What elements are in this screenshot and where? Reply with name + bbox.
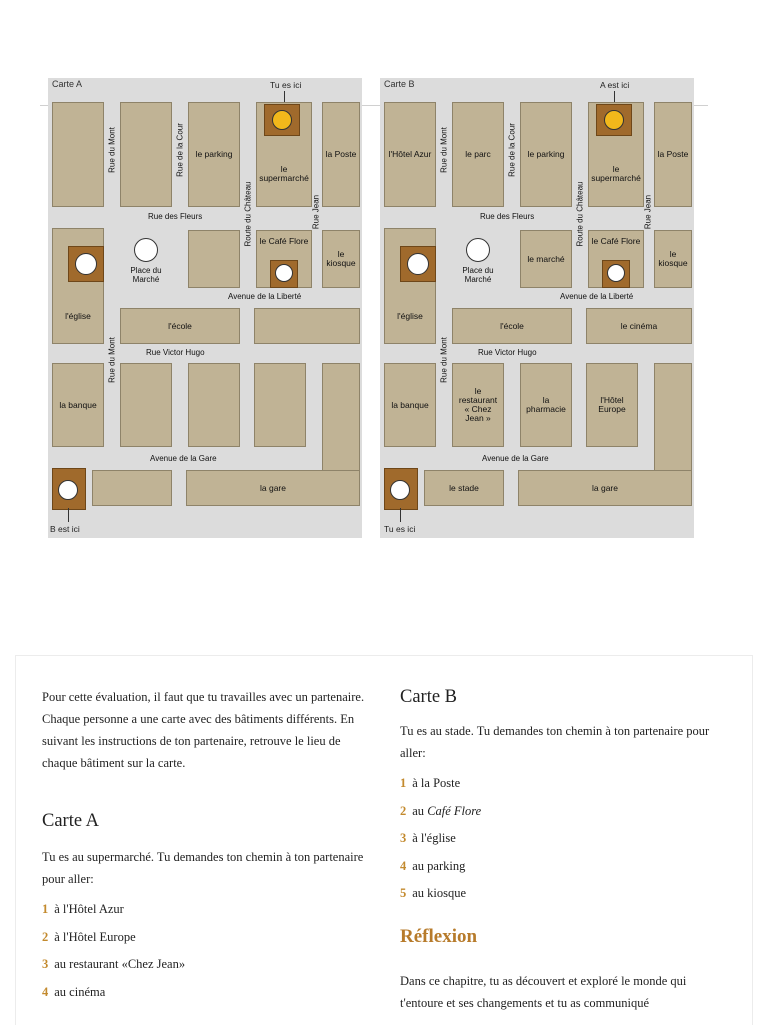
reflexion-heading: Réflexion [400, 926, 478, 947]
item-text: au kiosque [412, 886, 467, 900]
map-a-block-connector [322, 363, 360, 470]
map-a-supermarche: le supermarché [256, 102, 312, 207]
map-a-eglise: l'église [52, 228, 104, 344]
map-b-title: Carte B [384, 79, 415, 89]
item-number: 4 [42, 984, 49, 999]
map-a-rue-du-mont-label: Rue du Mont [107, 127, 117, 173]
item-number: 1 [400, 776, 407, 790]
map-a-title: Carte A [52, 79, 83, 89]
map-b-cinema: le cinéma [586, 308, 692, 344]
map-b-place-marche-marker [466, 238, 490, 262]
carte-b-instruction: Tu es au stade. Tu demandes ton chemin à ton partenaire pour aller: [400, 724, 710, 760]
map-a-cafe-marker [275, 264, 293, 282]
item-text: au parking [412, 858, 466, 873]
instructions-right-column [400, 686, 730, 1014]
item-number: 3 [400, 831, 407, 845]
reflexion-body: Dans ce chapitre, tu as découvert et exploré le monde qui t'entoure et ses changements et tu as communiqué [400, 974, 687, 1010]
map-b-banque: la banque [384, 363, 436, 447]
map-b-avenue-gare-label: Avenue de la Gare [482, 454, 549, 463]
carte-a-instruction: Tu es au supermarché. Tu demandes ton chemin à ton partenaire pour aller: [42, 850, 364, 886]
carte-a-item [42, 898, 372, 920]
map-b-cafe-flore: le Café Flore [588, 230, 644, 288]
item-text-prefix: au [412, 803, 425, 818]
map-b-hotel-europe: l'Hôtel Europe [586, 363, 638, 447]
map-b-rue-victor-hugo-label: Rue Victor Hugo [478, 348, 537, 357]
carte-a-list [42, 898, 372, 1003]
map-a-place-marche: Place du Marché [130, 266, 162, 284]
carte-a-item [42, 981, 372, 1003]
map-a-b-is-here-marker [58, 480, 78, 500]
map-b-avenue-liberte-label: Avenue de la Liberté [560, 292, 634, 301]
map-a-place-marche-marker [134, 238, 158, 262]
map-b-marche: le marché [520, 230, 572, 288]
map-a-block [92, 470, 172, 506]
item-text: à la Poste [412, 776, 461, 790]
map-b-restaurant: le restaurant « Chez Jean » [452, 363, 504, 447]
map-a-block [52, 102, 104, 207]
map-b-rue-du-mont-bottom-label: Rue du Mont [439, 337, 449, 383]
item-number: 5 [400, 886, 407, 900]
item-text: au restaurant «Chez Jean» [54, 957, 186, 971]
map-a-gare: la gare [186, 470, 360, 506]
item-text: à l'Hôtel Azur [54, 902, 124, 916]
map-b-eglise: l'église [384, 228, 436, 344]
instructions-left-column [42, 686, 372, 1008]
map-b-you-are-here-label: Tu es ici [384, 524, 416, 534]
map-b-route-chateau-label: Route du Château [575, 181, 585, 247]
item-number: 1 [42, 902, 49, 916]
map-a-route-chateau-label: Route du Château [243, 181, 253, 247]
map-a-b-is-here-label: B est ici [50, 524, 80, 534]
carte-a-item [42, 926, 372, 948]
map-b-place-marche: Place du Marché [462, 266, 494, 284]
map-a-you-are-here-marker [272, 110, 292, 130]
map-b-stade: le stade [424, 470, 504, 506]
map-b-a-is-here-label: A est ici [600, 80, 630, 90]
map-b-rue-des-fleurs-label: Rue des Fleurs [480, 212, 535, 221]
map-a-rue-de-la-cour-label: Rue de la Cour [175, 123, 185, 177]
map-a-parking: le parking [188, 102, 240, 207]
map-a-ecole: l'école [120, 308, 240, 344]
map-b-parc: le parc [452, 102, 504, 207]
map-a-poste: la Poste [322, 102, 360, 207]
carte-b-heading: Carte B [400, 687, 458, 707]
map-a-banque: la banque [52, 363, 104, 447]
map-a-block [254, 363, 306, 447]
map-a-eglise-marker [75, 253, 97, 275]
item-number: 4 [400, 858, 407, 873]
map-a-avenue-liberte-label: Avenue de la Liberté [228, 292, 302, 301]
map-b-rue-du-mont-label: Rue du Mont [439, 127, 449, 173]
map-a-b-pointer-line [68, 508, 69, 522]
carte-b-item [400, 827, 730, 849]
item-text-italic: Café Flore [427, 803, 482, 818]
intro-paragraph: Pour cette évaluation, il faut que tu travailles avec un partenaire. Chaque personne a une carte avec des bâtiments différents. En suivant les instructions de ton partenaire, retrouve le lieu de chaque bâtiment sur la carte. [42, 690, 365, 770]
map-b-ecole: l'école [452, 308, 572, 344]
map-b-rue-de-la-cour-label: Rue de la Cour [507, 123, 517, 177]
carte-b-item [400, 800, 730, 822]
map-b-block-connector [654, 363, 692, 470]
map-b-supermarche: le supermarché [588, 102, 644, 207]
map-a-kiosque: le kiosque [322, 230, 360, 288]
map-b-pharmacie: la pharmacie [520, 363, 572, 447]
map-a-you-are-here-label: Tu es ici [270, 80, 302, 90]
map-a-rue-des-fleurs-label: Rue des Fleurs [148, 212, 203, 221]
map-a-rue-du-mont-bottom-label: Rue du Mont [107, 337, 117, 383]
map-b-you-are-here-marker [390, 480, 410, 500]
map-b-eglise-marker [407, 253, 429, 275]
carte-b-item [400, 882, 730, 904]
map-b [380, 78, 694, 538]
map-b-rue-jean-label: Rue Jean [643, 194, 653, 230]
map-b-kiosque: le kiosque [654, 230, 692, 288]
map-b-gare: la gare [518, 470, 692, 506]
map-b-cafe-marker [607, 264, 625, 282]
map-b-you-pointer-line [400, 508, 401, 522]
map-b-parking: le parking [520, 102, 572, 207]
item-text: à l'Hôtel Europe [54, 929, 136, 944]
map-a [48, 78, 362, 538]
carte-a-item [42, 953, 372, 975]
map-a-block [254, 308, 360, 344]
item-number: 2 [400, 803, 407, 818]
map-b-a-is-here-marker [604, 110, 624, 130]
map-a-block [188, 230, 240, 288]
item-number: 2 [42, 929, 49, 944]
carte-b-item [400, 772, 730, 794]
map-a-rue-jean-label: Rue Jean [311, 194, 321, 230]
map-a-block [120, 102, 172, 207]
map-b-hotel-azur: l'Hôtel Azur [384, 102, 436, 207]
item-text: à l'église [412, 831, 456, 845]
map-a-cafe-flore: le Café Flore [256, 230, 312, 288]
item-number: 3 [42, 957, 49, 971]
carte-a-heading: Carte A [42, 811, 100, 831]
map-a-block [120, 363, 172, 447]
map-b-poste: la Poste [654, 102, 692, 207]
carte-b-list [400, 772, 730, 904]
map-a-avenue-gare-label: Avenue de la Gare [150, 454, 217, 463]
map-a-rue-victor-hugo-label: Rue Victor Hugo [146, 348, 205, 357]
map-a-block [188, 363, 240, 447]
item-text: au cinéma [54, 984, 106, 999]
carte-b-item [400, 855, 730, 877]
